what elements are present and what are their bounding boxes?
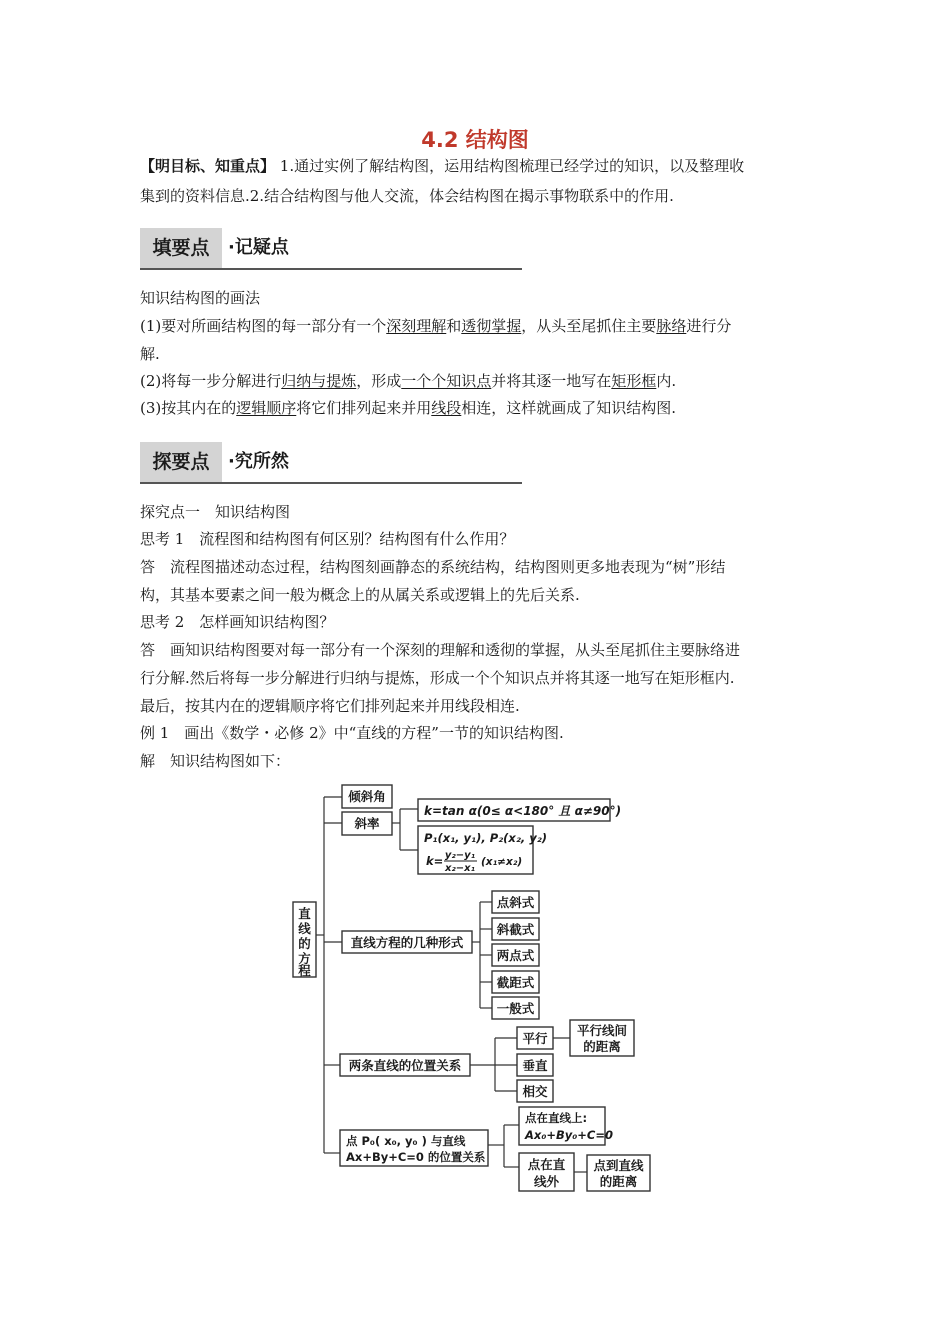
parallel-dist-line-2: 的距离 — [583, 1039, 621, 1054]
forms-label: 直线方程的几种形式 — [350, 935, 464, 950]
fill-p1-u2: 透彻掌握 — [461, 317, 522, 335]
off-line-label-2: 线外 — [533, 1174, 560, 1189]
fill-heading: 知识结构图的画法 — [140, 289, 261, 307]
fill-p2-a: (2)将每一步分解进行 — [140, 372, 282, 390]
fill-p2-b: ，形成 — [356, 372, 402, 390]
pt-dist-label-2: 的距离 — [599, 1174, 638, 1189]
fill-p2-u3: 矩形框 — [611, 372, 657, 390]
fill-p3-u1: 逻辑顺序 — [236, 399, 297, 417]
fill-p3-a: (3)按其内在的 — [140, 399, 237, 417]
intersect-label: 相交 — [522, 1084, 548, 1099]
answer-2-line-3: 最后，按其内在的逻辑顺序将它们排列起来并用线段相连. — [140, 697, 520, 715]
answer-1-line-2: 构，其基本要素之间一般为概念上的从属关系或逻辑上的先后关系. — [140, 586, 580, 604]
two-lines-label: 两条直线的位置关系 — [348, 1058, 462, 1073]
goals-tag: 【明目标、知重点】 — [140, 157, 276, 175]
fill-p1-a: (1)要对所画结构图的每一部分有一个 — [140, 317, 387, 335]
incline-label: 倾斜角 — [348, 789, 386, 804]
example-1: 例 1 画出《数学・必修 2》中“直线的方程”一节的知识结构图. — [140, 724, 564, 742]
fill-p3-c: 相连，这样就画成了知识结构图. — [461, 399, 677, 417]
solution-label: 解 知识结构图如下： — [140, 752, 291, 770]
form-item-4: 截距式 — [496, 975, 535, 990]
on-line-label-2: Ax₀+By₀+C=0 — [525, 1128, 614, 1142]
slope-condition: (x₁≠x₂) — [481, 856, 523, 868]
fill-p2-u1: 归纳与提炼 — [281, 372, 357, 390]
root-char-4: 方 — [298, 951, 311, 966]
slope-numerator: y₂−y₁ — [444, 850, 476, 861]
point-line-label-1: 点 P₀( x₀, y₀ ) 与直线 — [346, 1134, 466, 1148]
root-char-3: 的 — [298, 936, 311, 951]
slope-denominator: x₂−x₁ — [444, 863, 476, 874]
section-explore-tag: 探要点 — [140, 442, 222, 482]
form-item-2: 斜截式 — [496, 922, 535, 937]
slope-k-label: k= — [426, 854, 444, 868]
slope-points-label: P₁(x₁, y₁), P₂(x₂, y₂) — [424, 831, 548, 845]
question-1: 思考 1 流程图和结构图有何区别？结构图有什么作用？ — [140, 530, 515, 548]
explore-point-1: 探究点一 知识结构图 — [140, 503, 291, 521]
fill-p3-u2: 线段 — [431, 399, 462, 417]
fill-p1-u1: 深刻理解 — [386, 317, 447, 335]
fill-p1-cont: 解. — [140, 345, 160, 363]
goals-line-2: 集到的资料信息.2.结合结构图与他人交流，体会结构图在揭示事物联系中的作用. — [140, 187, 674, 205]
perp-label: 垂直 — [522, 1058, 548, 1073]
section-fill-tag: 填要点 — [140, 228, 222, 268]
form-item-5: 一般式 — [496, 1001, 535, 1016]
point-line-label-2: Ax+By+C=0 的位置关系 — [346, 1150, 486, 1164]
fill-p2-d: 内. — [656, 372, 677, 390]
answer-2-line-1: 答 画知识结构图要对每一部分有一个深刻的理解和透彻的掌握，从头至尾抓住主要脉络进 — [140, 641, 741, 659]
parallel-dist-line-1: 平行线间 — [576, 1023, 628, 1038]
page-title: 4.2 结构图 — [421, 128, 529, 152]
root-char-1: 直 — [298, 906, 311, 921]
goals-text-1: 1.通过实例了解结构图，运用结构图梳理已经学过的知识，以及整理收 — [275, 157, 745, 175]
answer-1-line-1: 答 流程图描述动态过程，结构图刻画静态的系统结构，结构图则更多地表现为“树”形结 — [140, 558, 726, 576]
fill-p1-c: ，从头至尾抓住主要 — [521, 317, 657, 335]
pt-dist-label-1: 点到直线 — [593, 1158, 644, 1173]
section-explore-tail: ·究所然 — [228, 451, 289, 472]
answer-2-line-2: 行分解.然后将每一步分解进行归纳与提炼，形成一个个知识点并将其逐一地写在矩形框内. — [140, 669, 735, 687]
root-char-5: 程 — [298, 963, 311, 978]
form-item-3: 两点式 — [496, 948, 535, 963]
section-fill-tail: ·记疑点 — [228, 237, 289, 258]
fill-p3-b: 将它们排列起来并用 — [296, 399, 432, 417]
form-item-1: 点斜式 — [496, 895, 535, 910]
fill-p1-b: 和 — [446, 317, 462, 335]
fill-p2-u2: 一个个知识点 — [401, 372, 492, 390]
root-char-2: 线 — [298, 921, 311, 936]
question-2: 思考 2 怎样画知识结构图？ — [140, 613, 335, 631]
fill-p1-u3: 脉络 — [656, 317, 687, 335]
on-line-label-1: 点在直线上: — [525, 1111, 588, 1125]
slope-label: 斜率 — [354, 816, 380, 831]
parallel-label: 平行 — [522, 1031, 548, 1046]
fill-p2-c: 并将其逐一地写在 — [491, 372, 612, 390]
slope-def-label: k=tan α(0≤ α<180° 且 α≠90°) — [424, 804, 622, 818]
off-line-label-1: 点在直 — [527, 1157, 566, 1172]
fill-p1-d: 进行分 — [686, 317, 732, 335]
